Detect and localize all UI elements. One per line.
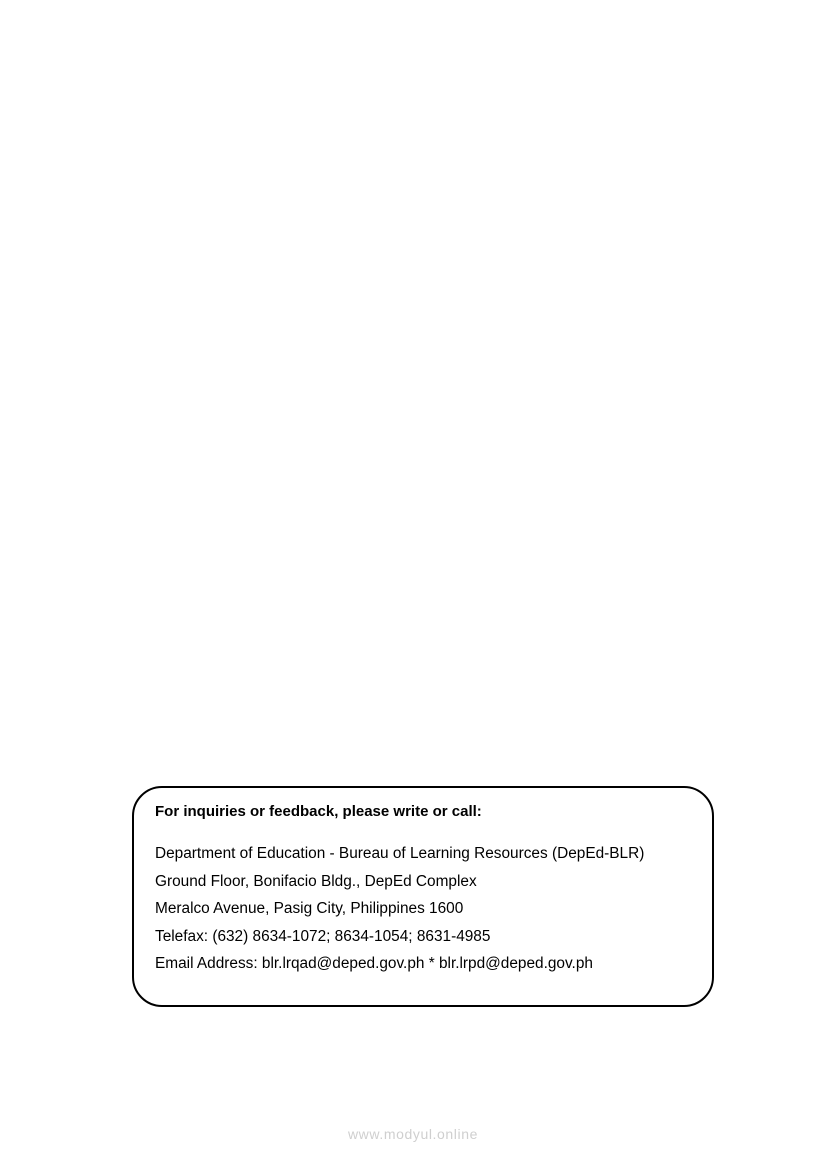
contact-lines <box>155 840 644 978</box>
watermark: www.modyul.online <box>347 1126 479 1142</box>
contact-line-telefax: Telefax: (632) 8634-1072; 8634-1054; 8631-4985 <box>155 927 491 945</box>
contact-line-building: Ground Floor, Bonifacio Bldg., DepEd Complex <box>155 872 477 890</box>
contact-heading: For inquiries or feedback, please write or call: <box>155 803 482 820</box>
contact-line-email: Email Address: blr.lrqad@deped.gov.ph * blr.lrpd@deped.gov.ph <box>155 955 593 972</box>
contact-line-department: Department of Education - Bureau of Learning Resources (DepEd-BLR) <box>155 845 645 862</box>
contact-line-address: Meralco Avenue, Pasig City, Philippines 1600 <box>155 900 464 917</box>
